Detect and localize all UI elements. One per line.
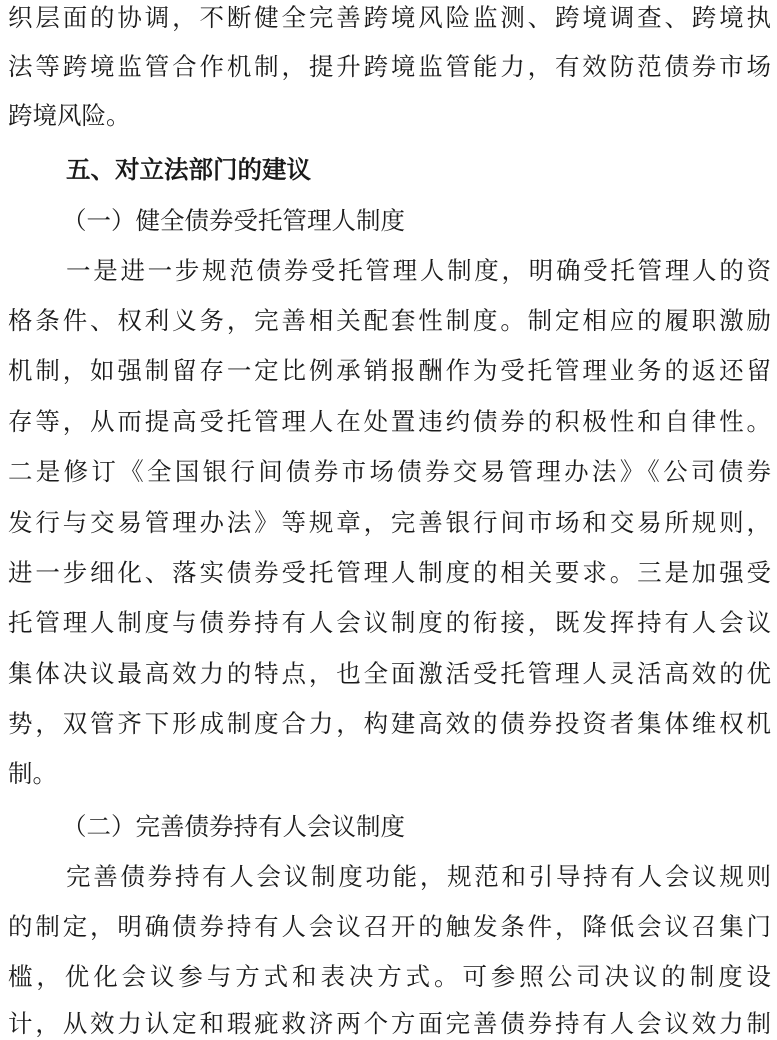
paragraph-line: 的制定，明确债券持有人会议召开的触发条件，降低会议召集门 [8, 912, 771, 941]
paragraph-line: 跨境风险。 [8, 101, 131, 130]
paragraph-line: 一是进一步规范债券受托管理人制度，明确受托管理人的资 [66, 256, 771, 285]
paragraph-line: 集体决议最高效力的特点，也全面激活受托管理人灵活高效的优 [8, 659, 771, 688]
paragraph-line: 制。 [8, 759, 57, 788]
paragraph-line: 二是修订《全国银行间债券市场债券交易管理办法》《公司债券 [8, 457, 771, 486]
paragraph-line: 格条件、权利义务，完善相关配套性制度。制定相应的履职激励 [8, 306, 771, 335]
paragraph-line: 托管理人制度与债券持有人会议制度的衔接，既发挥持有人会议 [8, 608, 771, 637]
paragraph-line: 势，双管齐下形成制度合力，构建高效的债券投资者集体维权机 [8, 709, 771, 738]
paragraph-line: 发行与交易管理办法》等规章，完善银行间市场和交易所规则， [8, 508, 771, 537]
paragraph-line: 完善债券持有人会议制度功能，规范和引导持有人会议规则 [66, 862, 771, 891]
paragraph-line: 织层面的协调，不断健全完善跨境风险监测、跨境调查、跨境执 [8, 3, 771, 32]
paragraph-line: 进一步细化、落实债券受托管理人制度的相关要求。三是加强受 [8, 558, 771, 587]
subsection-heading: （一）健全债券受托管理人制度 [62, 206, 405, 235]
paragraph-line: 法等跨境监管合作机制，提升跨境监管能力，有效防范债券市场 [8, 52, 771, 81]
paragraph-line: 机制，如强制留存一定比例承销报酬作为受托管理业务的返还留 [8, 356, 771, 385]
paragraph-line: 计，从效力认定和瑕疵救济两个方面完善债券持有人会议效力制 [8, 1009, 771, 1038]
paragraph-line: 存等，从而提高受托管理人在处置违约债券的积极性和自律性。 [8, 407, 771, 436]
subsection-heading: （二）完善债券持有人会议制度 [62, 812, 405, 841]
section-heading: 五、对立法部门的建议 [66, 155, 311, 184]
paragraph-line: 槛，优化会议参与方式和表决方式。可参照公司决议的制度设 [8, 962, 771, 991]
